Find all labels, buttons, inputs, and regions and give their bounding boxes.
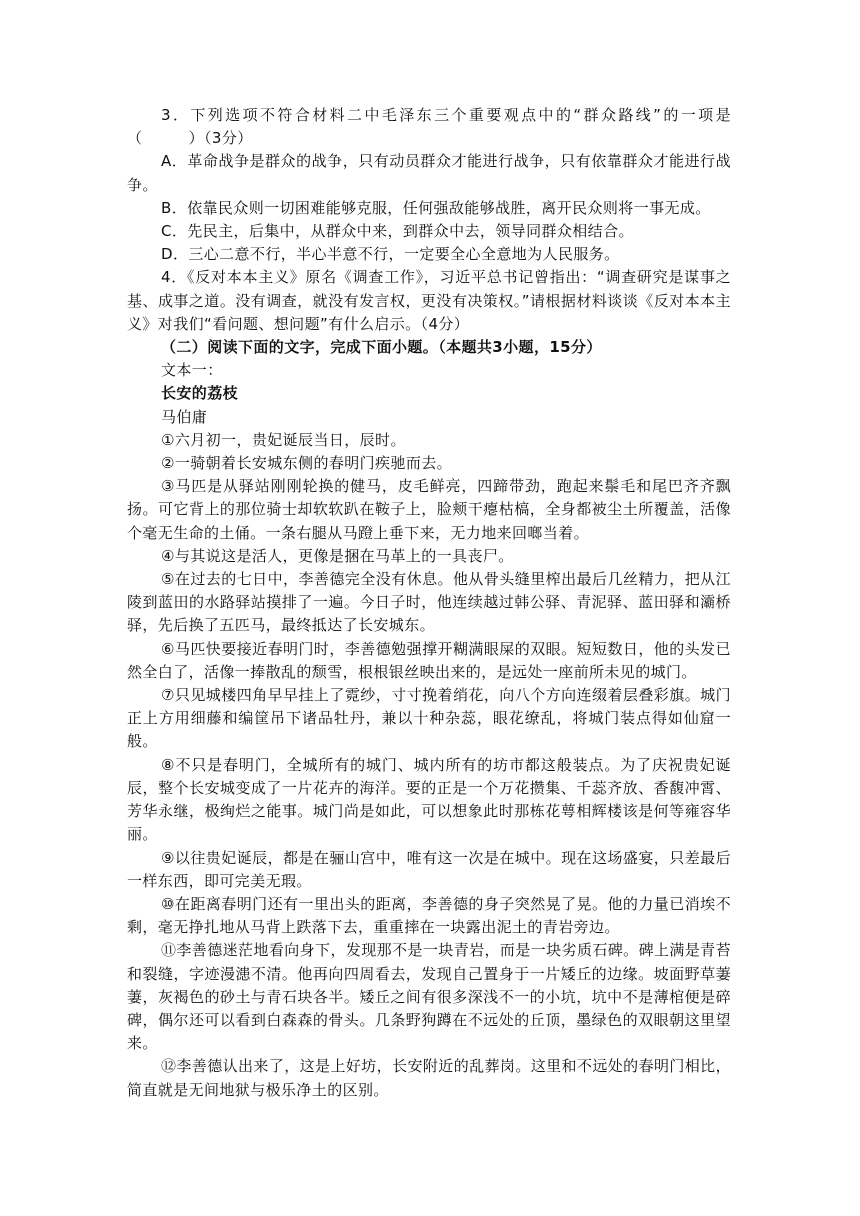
story-author: 马伯庸 (161, 407, 208, 426)
document-body (127, 104, 731, 1102)
text-label: 文本一： (161, 361, 223, 380)
story-paragraph-5: ⑤在过去的七日中，李善德完全没有休息。他从骨头缝里榨出最后几丝精力，把从江陵到蓝田的水路驿站摸排了一遍。今日子时，他连续越过韩公驿、青泥驿、蓝田驿和灞桥驿，先后换了五匹马，最终抵达了长安城东。 (127, 570, 731, 635)
story-paragraph-2: ②一骑朝着长安城东侧的春明门疾驰而去。 (161, 454, 453, 473)
story-paragraph-1: ①六月初一，贵妃诞辰当日，辰时。 (161, 430, 406, 449)
section-2-heading: （二）阅读下面的文字，完成下面小题。（本题共3小题，15分） (161, 338, 602, 357)
story-paragraph-3: ③马匹是从驿站刚刚轮换的健马，皮毛鲜亮，四蹄带劲，跑起来鬃毛和尾巴齐齐飘扬。可它背上的那位骑士却软软趴在鞍子上，脸颊干瘪枯槁，全身都被尘土所覆盖，活像个毫无生命的土俑。一条右腿从马蹬上垂下来，无力地来回啷当着。 (127, 477, 731, 542)
story-title: 长安的荔枝 (161, 384, 239, 403)
story-paragraph-4: ④与其说这是活人，更像是捆在马革上的一具丧尸。 (161, 546, 514, 565)
story-paragraph-7: ⑦只见城楼四角早早挂上了霓纱，寸寸挽着绡花，向八个方向连缀着层叠彩旗。城门正上方用细藤和编筐吊下诸品牡丹，兼以十种杂蕊，眼花缭乱，将城门装点得如仙窟一般。 (127, 686, 731, 751)
question-3-option-d: D．三心二意不行，半心半意不行，一定要全心全意地为人民服务。 (161, 245, 620, 264)
question-3-option-c: C．先民主，后集中，从群众中来，到群众中去，领导同群众相结合。 (161, 222, 634, 241)
story-paragraph-10: ⑩在距离春明门还有一里出头的距离，李善德的身子突然晃了晃。他的力量已消埃不剩，毫无挣扎地从马背上跌落下去，重重摔在一块露出泥土的青岩旁边。 (127, 894, 731, 937)
question-3-option-a: A．革命战争是群众的战争，只有动员群众才能进行战争，只有依靠群众才能进行战争。 (127, 152, 731, 194)
story-paragraph-12: ⑫李善德认出来了，这是上好坊，长安附近的乱葬岗。这里和不远处的春明门相比，简直就是无间地狱与极乐净土的区别。 (127, 1057, 731, 1099)
question-3-stem: 3．下列选项不符合材料二中毛泽东三个重要观点中的“群众路线”的一项是（ ）（3分） (127, 106, 731, 148)
story-paragraph-8: ⑧不只是春明门，全城所有的城门、城内所有的坊市都这般装点。为了庆祝贵妃诞辰，整个长安城变成了一片花卉的海洋。要的正是一个万花攒集、千蕊齐放、香馥冲霄、芳华永继，极绚烂之能事。城门尚是如此，可以想象此时那栋花萼相辉楼该是何等雍容华丽。 (127, 755, 731, 844)
question-4-stem: 4．《反对本本主义》原名《调查工作》，习近平总书记曾指出：“调查研究是谋事之基、成事之道。没有调查，就没有发言权，更没有决策权。”请根据材料谈谈《反对本本主义》对我们“看问题、想问题”有什么启示。（4分） (127, 268, 731, 333)
story-paragraph-9: ⑨以往贵妃诞辰，都是在骊山宫中，唯有这一次是在城中。现在这场盛宴，只差最后一样东西，即可完美无瑕。 (127, 848, 731, 890)
story-paragraph-6: ⑥马匹快要接近春明门时，李善德勉强撑开糊满眼屎的双眼。短短数日，他的头发已然全白了，活像一捧散乱的颓雪，根根银丝映出来的，是远处一座前所未见的城门。 (127, 639, 731, 681)
question-3-option-b: B．依靠民众则一切困难能够克服，任何强敌能够战胜，离开民众则将一事无成。 (161, 198, 711, 217)
story-paragraph-11: ⑪李善德迷茫地看向身下，发现那不是一块青岩，而是一块劣质石碑。碑上满是青苔和裂缝，字迹漫漶不清。他再向四周看去，发现自己置身于一片矮丘的边缘。坡面野草萋萋，灰褐色的砂土与青石块各半。矮丘之间有很多深浅不一的小坑，坑中不是薄棺便是碎碑，偶尔还可以看到白森森的骨头。几条野狗蹲在不远处的丘顶，墨绿色的双眼朝这里望来。 (127, 941, 731, 1053)
